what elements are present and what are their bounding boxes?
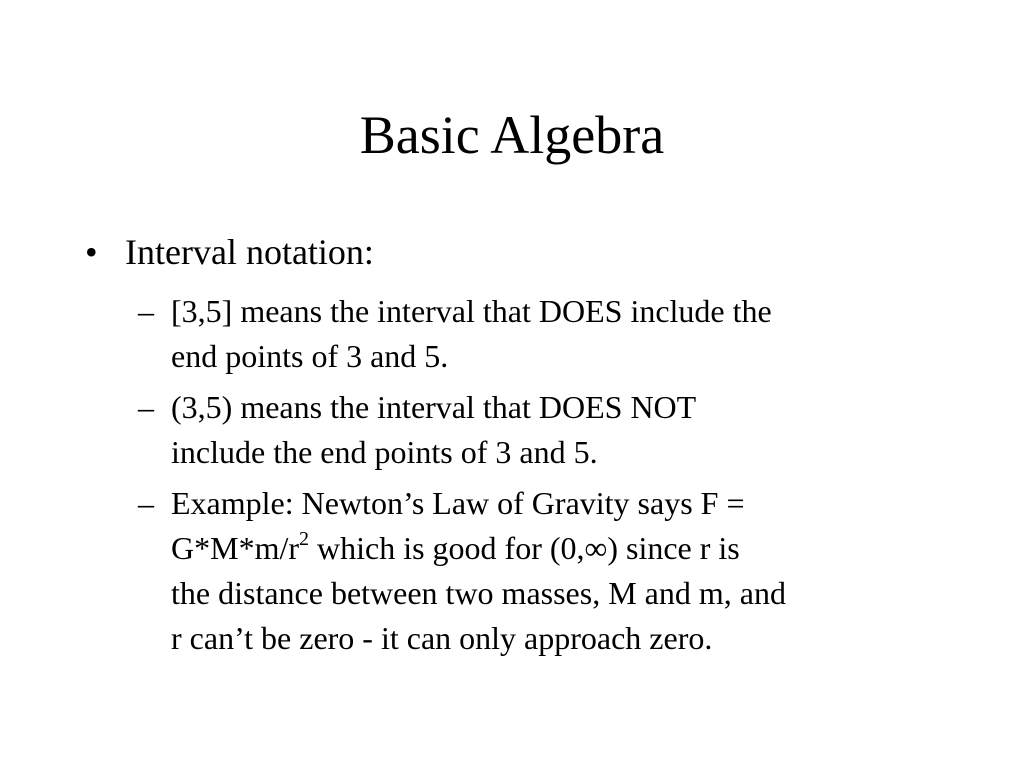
- sub-bullet-line: r can’t be zero - it can only approach zero.: [171, 620, 713, 656]
- main-bullet: [85, 225, 374, 279]
- sub-bullet-line: (3,5) means the interval that DOES NOT: [171, 389, 697, 425]
- sub-bullet-line: end points of 3 and 5.: [171, 338, 449, 374]
- sub-bullet-line: include the end points of 3 and 5.: [171, 434, 598, 470]
- sub-bullet-open-interval: [138, 385, 948, 475]
- sub-bullet-line: the distance between two masses, M and m, and: [171, 575, 786, 611]
- formula-text: G*M*m/r: [171, 530, 299, 566]
- main-bullet-text: Interval notation:: [125, 232, 374, 272]
- formula-continuation: which is good for (0,∞) since r is: [309, 530, 740, 566]
- dash-marker: –: [138, 485, 154, 521]
- dash-marker: –: [138, 389, 154, 425]
- bullet-marker: •: [85, 232, 98, 272]
- sub-bullet-example: [138, 481, 948, 661]
- slide-title: Basic Algebra: [359, 105, 665, 165]
- sub-bullet-line-with-exponent: [171, 526, 948, 571]
- exponent: 2: [299, 528, 309, 551]
- sub-bullet-list: [138, 289, 948, 667]
- sub-bullet-line: [3,5] means the interval that DOES include the: [171, 293, 772, 329]
- sub-bullet-closed-interval: [138, 289, 948, 379]
- dash-marker: –: [138, 293, 154, 329]
- sub-bullet-line: Example: Newton’s Law of Gravity says F =: [171, 485, 745, 521]
